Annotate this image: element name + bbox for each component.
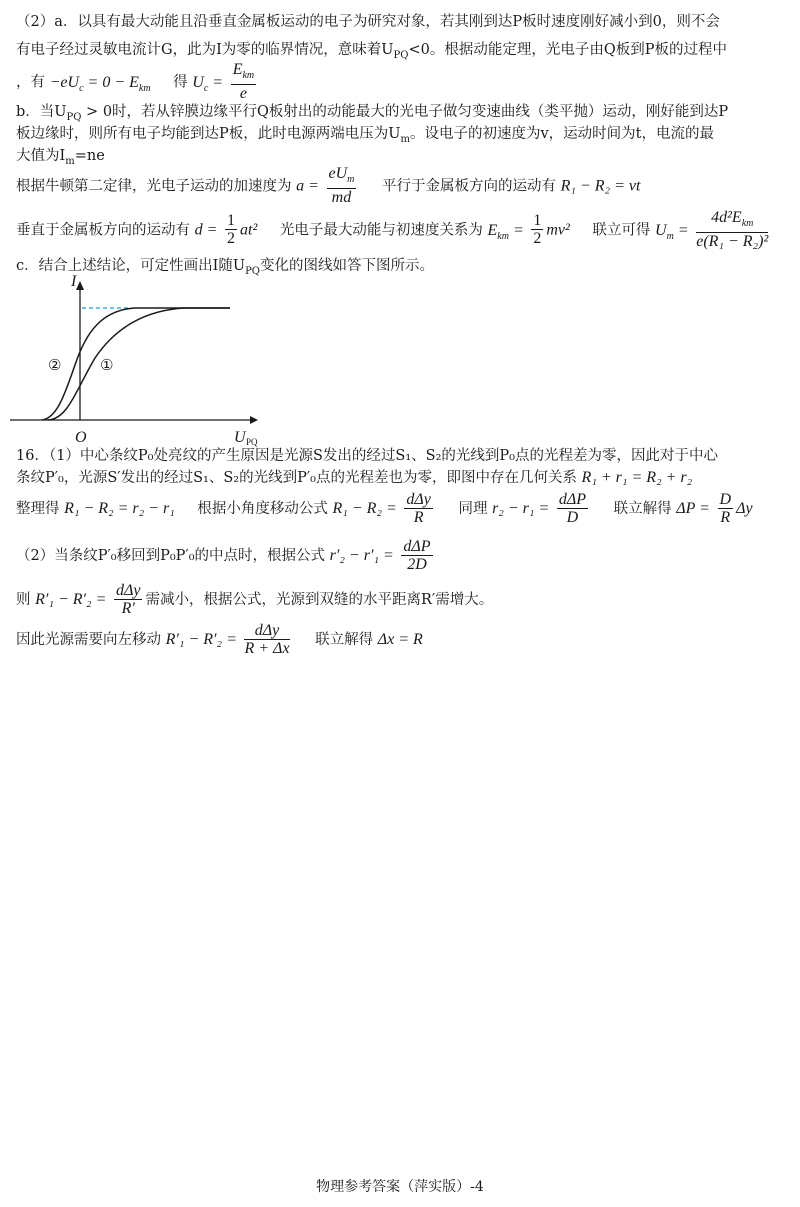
p2a-line2: 有电子经过灵敏电流计G，此为I为零的临界情况，意味着$U_{PQ}<0$。根据动能定理，光电子由Q板到P板的过程中: [16, 42, 727, 61]
eq-uc: $U_c$ =: [192, 73, 224, 94]
q16-line5: 则 R′₁ − R′₂ = dΔy R′ 需减小，根据公式，光源到双缝的水平距离R′需增大。: [16, 581, 494, 617]
p2c-line: c．结合上述结论，可定性画出I随$U_{PQ}$变化的图线如答下图所示。: [16, 258, 435, 277]
q16-line1: 16．（1）中心条纹P₀处亮纹的产生原因是光源S发出的经过S₁、S₂的光线到P₀点的光程差为零，因此对于中心: [16, 448, 718, 464]
frac-half: $\frac{1}{2}$: [227, 212, 236, 248]
frac-um: $4d^2E_{km}$ e(R₁ − R₂)²: [696, 209, 769, 251]
x-axis-label: U: [234, 429, 246, 446]
p2b-line2: 板边缘时，则所有电子均能到达P板，此时电源两端电压为$U_m$。设电子的初速度为v，运动时间为t，电流的最: [16, 126, 714, 145]
frac-ekm-e: $E_{km}$ e: [232, 61, 255, 103]
p2a-line3: ，有 $-eU_c = 0 - E_{km}$ 得 $U_c$ = $E_{km}$ e: [16, 61, 255, 103]
eq-energy: $-eU_c = 0 - E_{km}$: [49, 73, 151, 94]
p2b-line4: 根据牛顿第二定律，光电子运动的加速度为 a = $eU_m$ md 平行于金属板方向的运动有 R₁ − R₂ = vt: [16, 165, 641, 207]
curve-1-label: ①: [100, 356, 114, 374]
curve-2-label: ②: [48, 356, 62, 374]
page-footer: 物理参考答案（萍实版）-4: [316, 1179, 484, 1195]
p2b-line5: 垂直于金属板方向的运动有 d = $\frac{1}{2}$ at² 光电子最大动能与初速度关系为 $E_{km}$ = $\frac{1}{2}$ mv² 联立可得 $U_m$ = $4d^2E_{km}$ e(R₁ − R₂)²: [16, 209, 769, 251]
x-axis-arrow-icon: [250, 416, 258, 424]
y-axis-label: I: [71, 273, 77, 290]
q16-line6: 因此光源需要向左移动 R′₁ − R′₂ = dΔy R + Δx 联立解得 Δx = R: [16, 621, 423, 657]
q16-line4: （2）当条纹P′₀移回到P₀P′₀的中点时，根据公式 r′₂ − r′₁ = dΔP 2D: [16, 537, 431, 573]
y-axis-arrow-icon: [76, 281, 84, 290]
frac-acceleration: $eU_m$ md: [328, 165, 355, 207]
frac-half-2: $\frac{1}{2}$: [533, 212, 542, 248]
q16-line2: 条纹P′₀，光源S′发出的经过S₁、S₂的光线到P′₀点的光程差也为零，即图中存在几何关系 R₁ + r₁ = R₂ + r₂: [16, 469, 693, 486]
p2b-line3: 大值为$I_m=ne$: [16, 148, 105, 167]
p2b-line1: b．当$U_{PQ} > 0$时，若从锌膜边缘平行Q板射出的动能最大的光电子做匀变速曲线（类平抛）运动，刚好能到达P: [16, 104, 729, 123]
x-axis-label-sub: PQ: [246, 437, 258, 447]
p2a-line1: （2）a．以具有最大动能且沿垂直金属板运动的电子为研究对象，若其刚到达P板时速度刚好减小到0，则不会: [16, 14, 720, 30]
q16-line3: 整理得 R₁ − R₂ = r₂ − r₁ 根据小角度移动公式 R₁ − R₂ = dΔy R 同理 r₂ − r₁ = dΔP D 联立解得 ΔP = $\frac{D}{R}$ Δy: [16, 490, 753, 526]
i-u-graph: [10, 270, 280, 450]
origin-label: O: [75, 429, 87, 446]
